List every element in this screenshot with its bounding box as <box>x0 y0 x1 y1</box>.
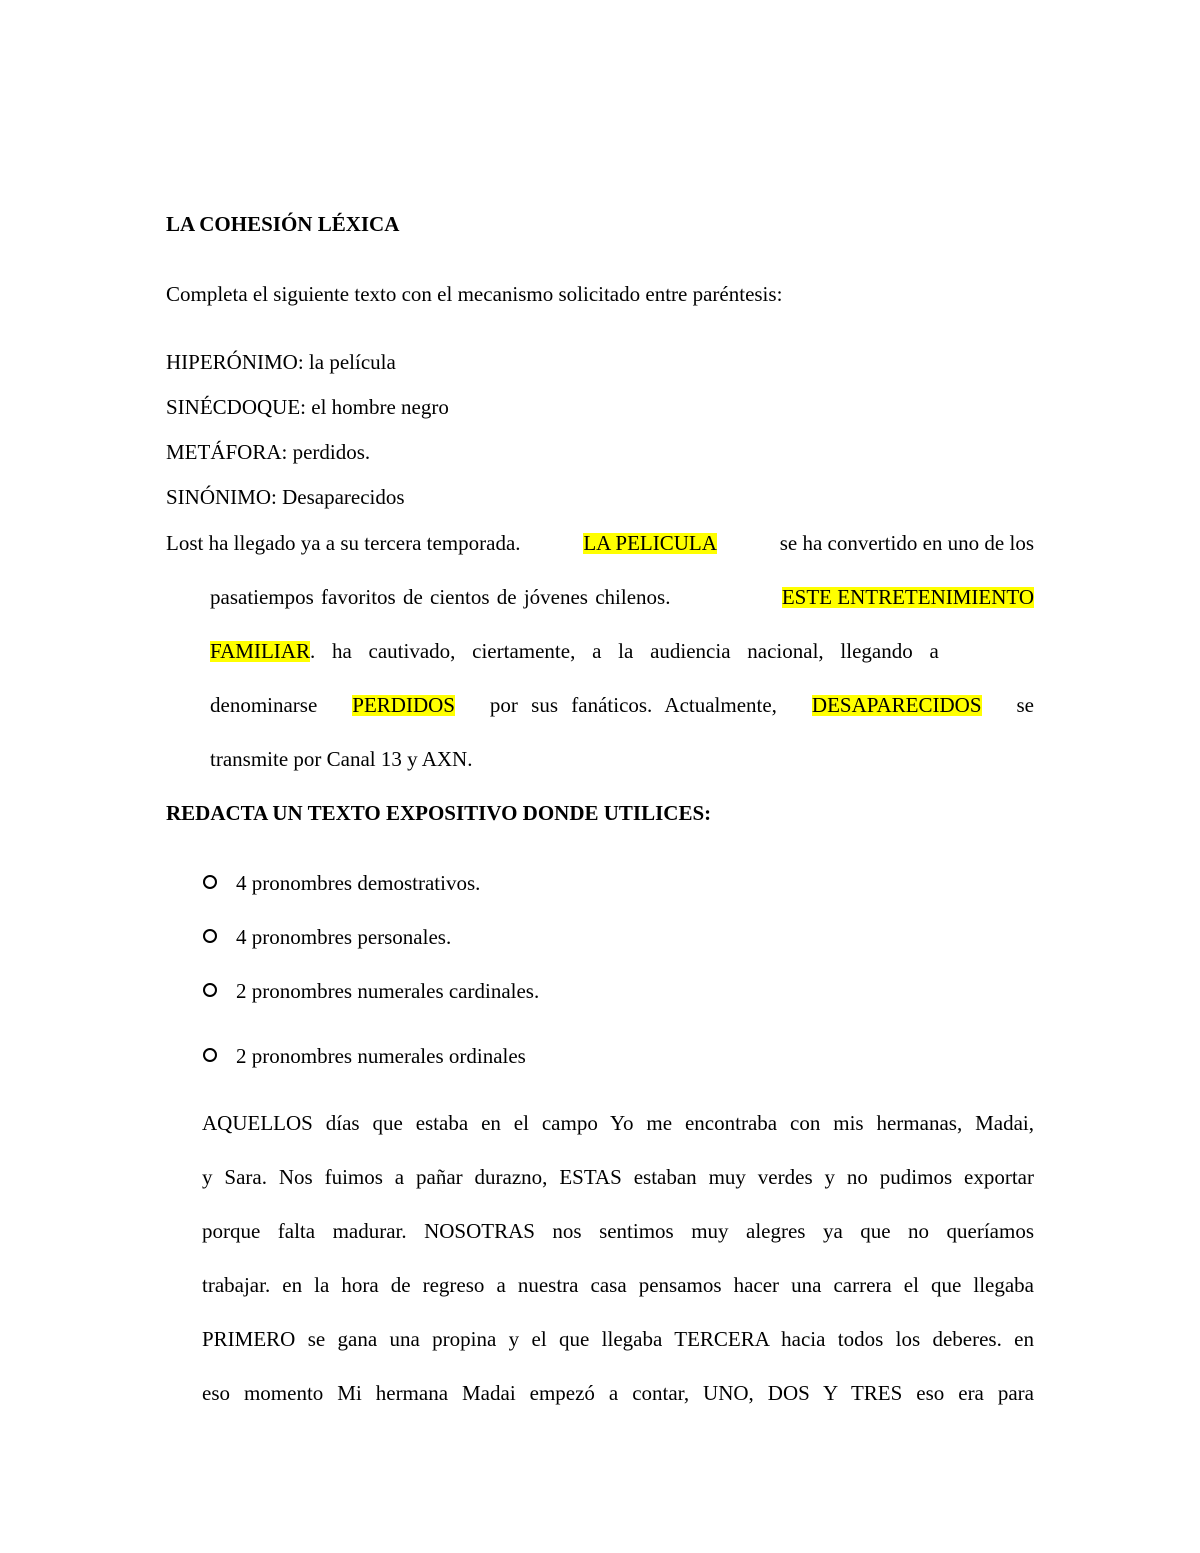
paragraph1-text: Lost ha llegado ya a su tercera temporada. <box>166 531 521 555</box>
paragraph1-text: por sus fanáticos. Actualmente, <box>489 693 777 717</box>
paragraph1-line1 <box>166 533 1034 554</box>
paragraph2-line: PRIMERO se gana una propina y el que llegaba TERCERA hacia todos los deberes. en <box>202 1327 1034 1351</box>
paragraph2-line: eso momento Mi hermana Madai empezó a contar, UNO, DOS Y TRES eso era para <box>202 1381 1034 1405</box>
paragraph1-text: . ha cautivado, ciertamente, a la audiencia nacional, llegando a <box>309 639 939 663</box>
paragraph2-line: porque falta madurar. NOSOTRAS nos sentimos muy alegres ya que no queríamos <box>202 1219 1034 1243</box>
highlight-desaparecidos: DESAPARECIDOS <box>811 693 982 717</box>
instruction-text: Completa el siguiente texto con el mecanismo solicitado entre paréntesis: <box>166 282 783 306</box>
bullet-item: 4 pronombres personales. <box>236 925 452 949</box>
paragraph1-text: se ha convertido en uno de los <box>779 531 1034 555</box>
paragraph1-line5: transmite por Canal 13 y AXN. <box>210 747 473 771</box>
paragraph1-text: pasatiempos favoritos de cientos de jóvenes chilenos. <box>210 585 671 609</box>
highlight-este-entretenimiento: ESTE ENTRETENIMIENTO <box>781 585 1034 609</box>
paragraph1-line4 <box>210 695 1034 716</box>
mechanism-synonym: SINÓNIMO: Desaparecidos <box>166 485 405 509</box>
highlight-familiar: FAMILIAR <box>210 639 310 663</box>
highlight-perdidos: PERDIDOS <box>352 693 455 717</box>
bullet-item: 4 pronombres demostrativos. <box>236 871 481 895</box>
paragraph2-line: AQUELLOS días que estaba en el campo Yo me encontraba con mis hermanas, Madai, <box>202 1111 1034 1135</box>
paragraph1-text: denominarse <box>210 693 318 717</box>
section-heading: REDACTA UN TEXTO EXPOSITIVO DONDE UTILICES: <box>166 801 712 825</box>
circle-bullet-icon <box>203 875 217 889</box>
mechanism-hyperonym: HIPERÓNIMO: la película <box>166 350 396 374</box>
page-title: LA COHESIÓN LÉXICA <box>166 212 400 236</box>
circle-bullet-icon <box>203 1048 217 1062</box>
paragraph2-line: trabajar. en la hora de regreso a nuestra casa pensamos hacer una carrera el que llegaba <box>202 1273 1034 1297</box>
circle-bullet-icon <box>203 983 217 997</box>
highlight-la-pelicula: LA PELICULA <box>583 531 717 555</box>
paragraph1-line2 <box>210 587 1034 608</box>
paragraph2-line: y Sara. Nos fuimos a pañar durazno, ESTAS estaban muy verdes y no pudimos exportar <box>202 1165 1034 1189</box>
paragraph1-text: se <box>1016 693 1034 717</box>
bullet-item: 2 pronombres numerales ordinales <box>236 1044 526 1068</box>
mechanism-synecdoche: SINÉCDOQUE: el hombre negro <box>166 395 449 419</box>
mechanism-metaphor: METÁFORA: perdidos. <box>166 440 371 464</box>
paragraph1-line3 <box>210 641 1034 662</box>
bullet-item: 2 pronombres numerales cardinales. <box>236 979 540 1003</box>
circle-bullet-icon <box>203 929 217 943</box>
